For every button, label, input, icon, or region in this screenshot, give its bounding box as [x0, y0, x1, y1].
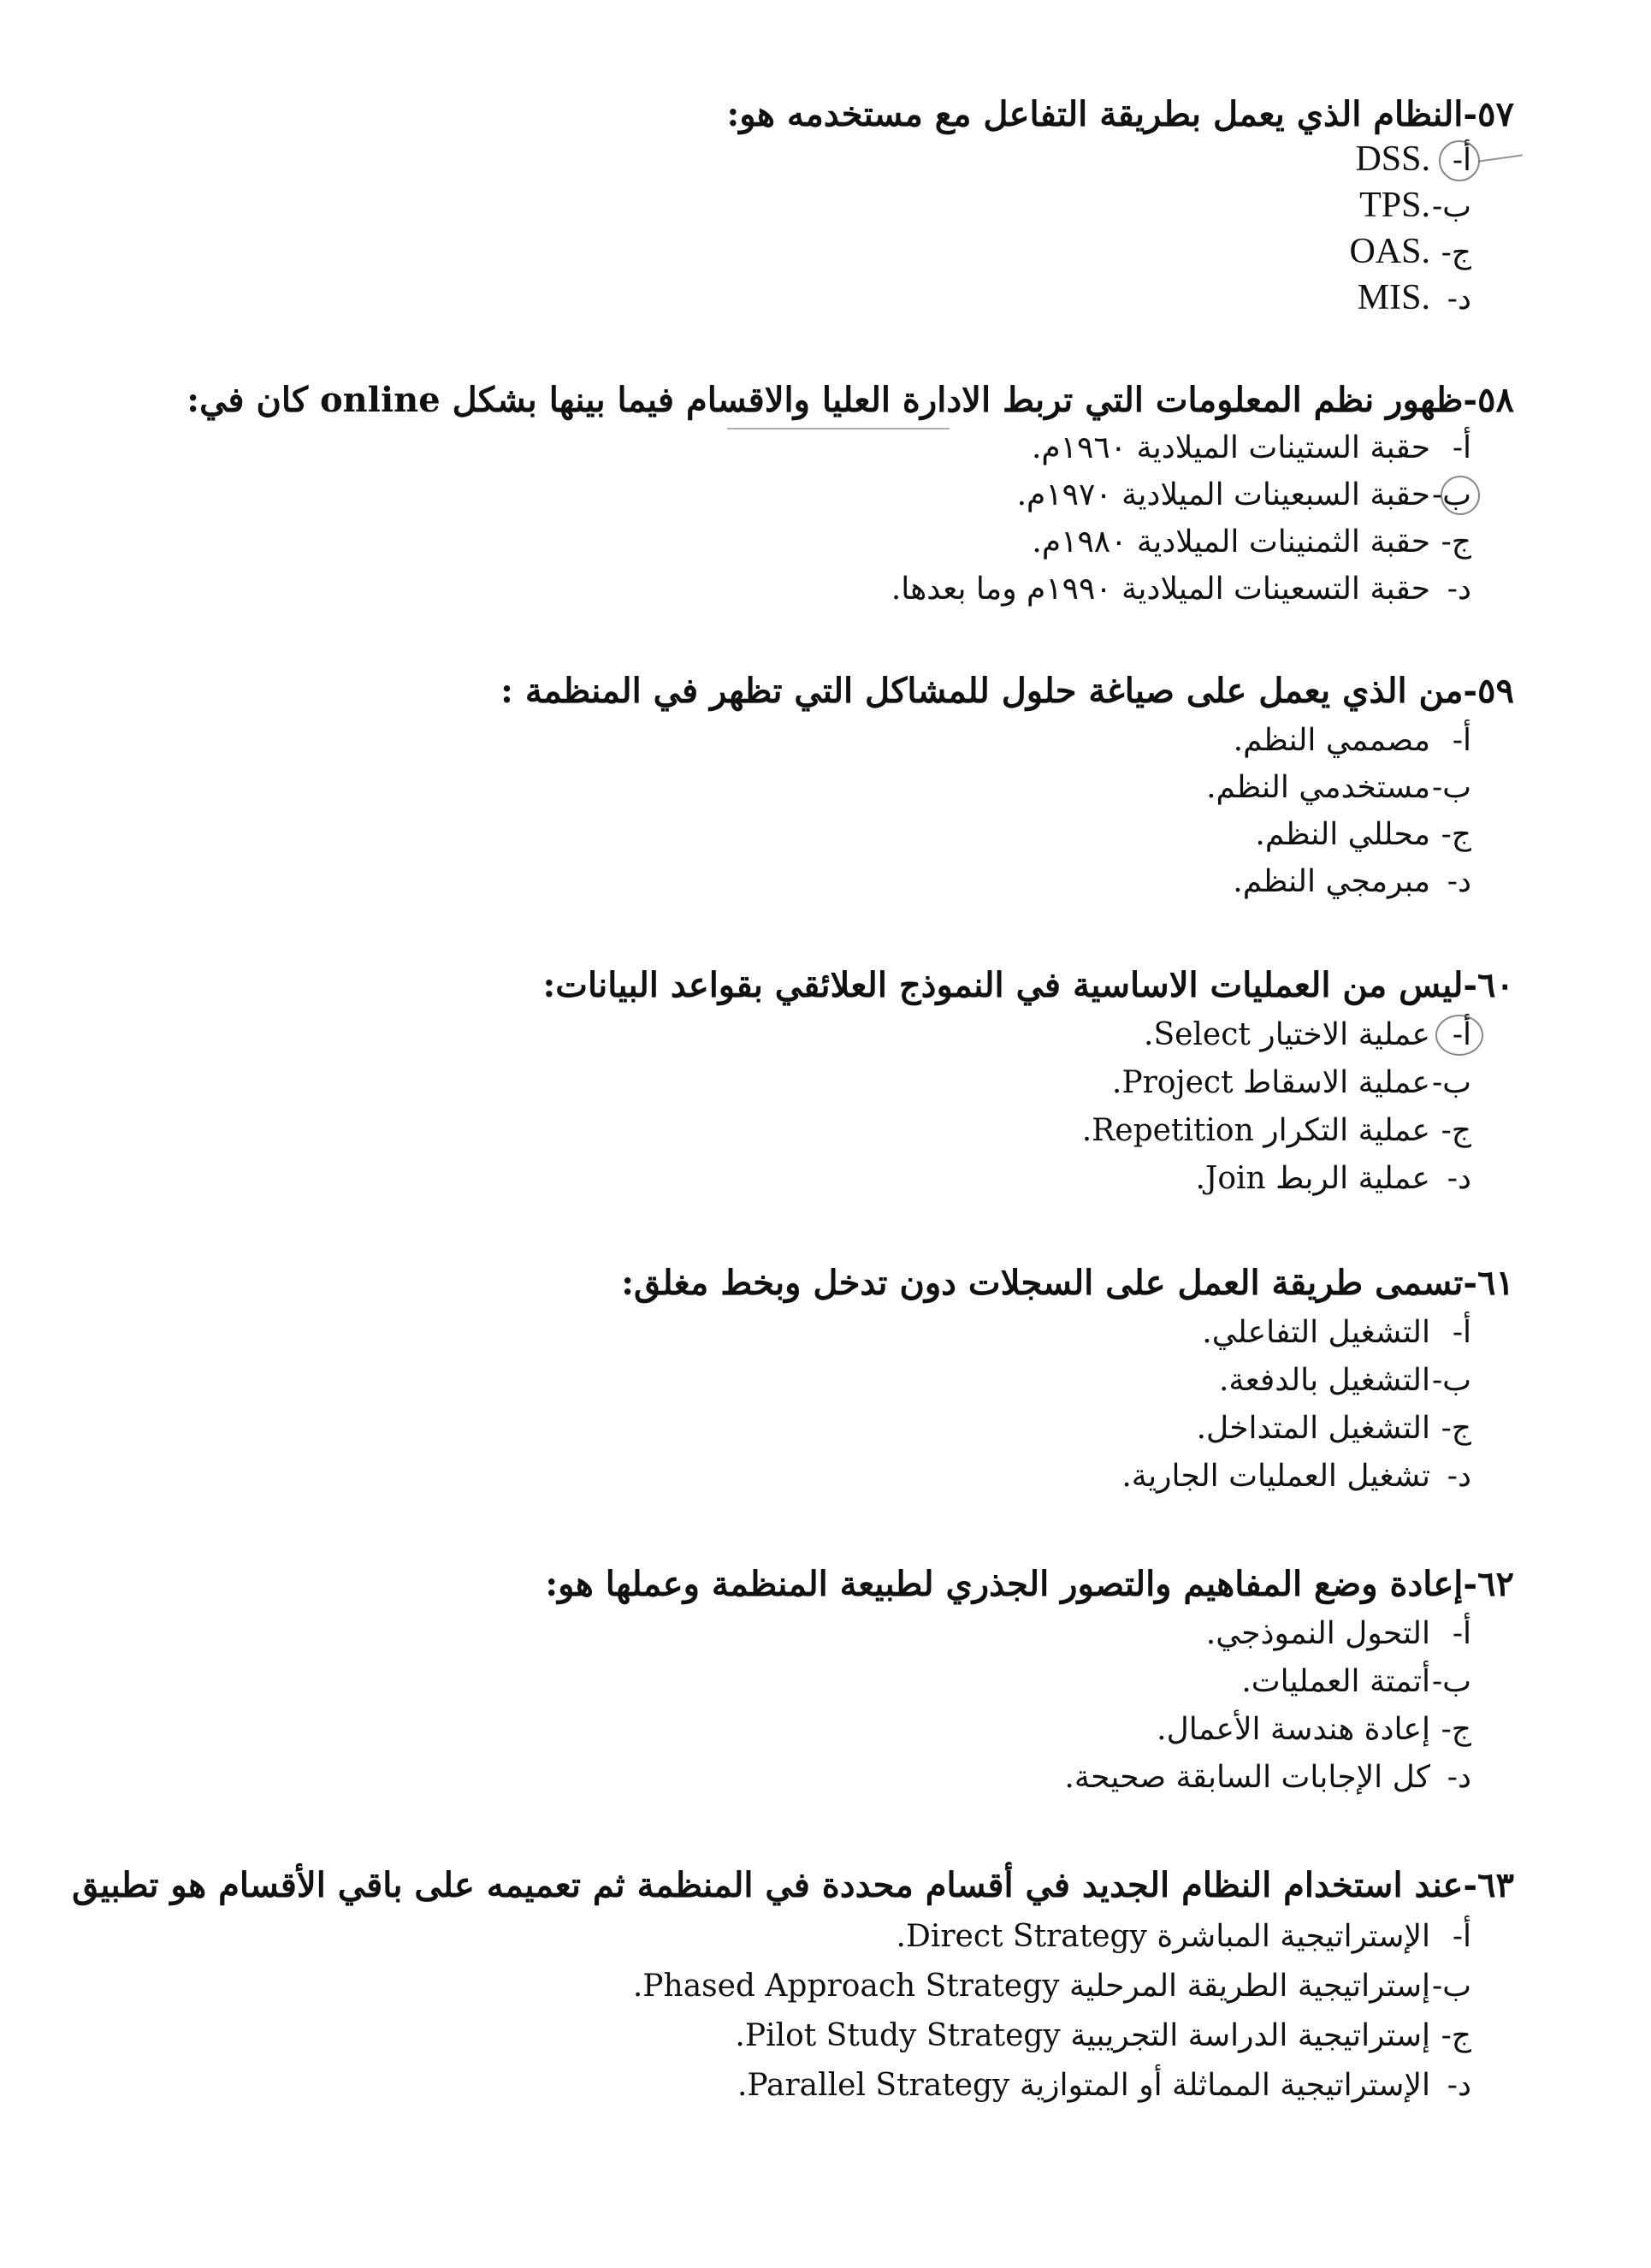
pen-stroke-mark: [1478, 154, 1523, 162]
pen-circle-mark: [1435, 1015, 1483, 1056]
option-text: عملية الاختيار Select.: [1143, 1017, 1430, 1052]
option-text: أتمتة العمليات.: [1241, 1664, 1430, 1699]
option-letter: ب-: [1431, 1065, 1471, 1100]
option-letter: ج-: [1441, 524, 1471, 560]
option-b: [1241, 1661, 1471, 1702]
option-letter: أ-: [1452, 1315, 1471, 1350]
option-c: [1255, 814, 1471, 856]
option-letter: د-: [1447, 1161, 1471, 1196]
option-a: [1032, 428, 1471, 469]
option-letter: أ-: [1452, 723, 1471, 758]
option-letter: أ-: [1452, 1017, 1471, 1052]
option-b: [1219, 1360, 1471, 1401]
option-d: [1233, 862, 1471, 903]
option-letter: أ-: [1452, 430, 1471, 465]
option-d: [1064, 1757, 1471, 1798]
question-text: تسمى طريقة العمل على السجلات دون تدخل وبخط مغلق:: [621, 1263, 1464, 1303]
option-d: [891, 569, 1471, 610]
option-b: [1112, 1063, 1471, 1104]
option-letter: أ-: [1452, 143, 1471, 178]
option-c: [1349, 231, 1471, 274]
question-number: ٥٩: [1477, 671, 1514, 711]
option-text: إستراتيجية الطريقة المرحلية Phased Approach Strategy.: [632, 1969, 1430, 2004]
option-d: [1121, 1456, 1471, 1497]
option-letter: د-: [1447, 2068, 1471, 2103]
question-text: إعادة وضع المفاهيم والتصور الجذري لطبيعة المنظمة وعملها هو:: [545, 1564, 1464, 1604]
question-number: ٦٠: [1477, 965, 1514, 1005]
option-text: التشغيل التفاعلي.: [1202, 1315, 1430, 1350]
option-a: [1202, 1312, 1471, 1353]
option-text: الإستراتيجية المماثلة أو المتوازية Parallel Strategy.: [737, 2068, 1430, 2103]
option-text: .OAS: [1349, 232, 1430, 271]
option-letter: ب-: [1431, 1969, 1471, 2004]
option-text: .MIS: [1357, 278, 1430, 317]
question-text: عند استخدام النظام الجديد في أقسام محددة في المنظمة ثم تعميمه على باقي الأقسام هو تطبيق: [72, 1865, 1464, 1905]
option-text: كل الإجابات السابقة صحيحة.: [1064, 1760, 1430, 1795]
option-text: التشغيل بالدفعة.: [1218, 1363, 1430, 1398]
option-d: [1195, 1158, 1471, 1199]
option-c: [1157, 1709, 1471, 1750]
option-c: [1032, 522, 1471, 563]
option-a: [897, 1916, 1471, 1957]
option-text: عملية الاسقاط Project.: [1111, 1065, 1430, 1100]
question-number: ٦١: [1477, 1263, 1514, 1303]
question-number: ٦٢: [1477, 1564, 1514, 1604]
option-letter: ج-: [1441, 1411, 1471, 1446]
question-number: ٥٨: [1477, 380, 1514, 420]
question-text: من الذي يعمل على صياغة حلول للمشاكل التي تظهر في المنظمة :: [500, 671, 1464, 711]
option-letter: أ-: [1452, 1919, 1471, 1954]
option-text: عملية الربط Join.: [1195, 1161, 1430, 1196]
option-text: الإستراتيجية المباشرة Direct Strategy.: [896, 1919, 1430, 1954]
option-letter: د-: [1447, 571, 1471, 607]
option-d: [1358, 277, 1471, 320]
option-b: [633, 1966, 1471, 2007]
option-letter: ب-: [1431, 1664, 1471, 1699]
question-text: ظهور نظم المعلومات التي تربط الادارة العليا والاقسام فيما بينها بشكل online كان في:: [186, 380, 1464, 420]
question-text: ليس من العمليات الاساسية في النموذج العلائقي بقواعد البيانات:: [542, 965, 1464, 1005]
pen-circle-mark: [1441, 476, 1480, 515]
question-stem: ٦٢-إعادة وضع المفاهيم والتصور الجذري لطبيعة المنظمة وعملها هو:: [545, 1564, 1514, 1604]
option-text: حقبة التسعينات الميلادية ١٩٩٠م وما بعدها.: [891, 571, 1430, 607]
option-letter: د-: [1447, 1459, 1471, 1494]
option-a: [1234, 720, 1471, 761]
option-text: مبرمجي النظم.: [1233, 864, 1430, 899]
question-stem: ٦٣-عند استخدام النظام الجديد في أقسام محددة في المنظمة ثم تعميمه على باقي الأقسام هو تطبيق: [72, 1865, 1514, 1905]
option-letter: ج-: [1441, 235, 1471, 270]
question-stem: ٥٨-ظهور نظم المعلومات التي تربط الادارة العليا والاقسام فيما بينها بشكل online كان في:: [186, 380, 1514, 420]
option-text: إعادة هندسة الأعمال.: [1157, 1712, 1430, 1747]
option-text: التحول النموذجي.: [1205, 1616, 1430, 1651]
option-letter: أ-: [1452, 1616, 1471, 1651]
question-stem: ٦١-تسمى طريقة العمل على السجلات دون تدخل وبخط مغلق:: [621, 1263, 1514, 1303]
pen-underline-mark: [727, 428, 950, 429]
option-letter: ب-: [1431, 770, 1471, 805]
option-letter: ج-: [1441, 1113, 1471, 1148]
option-text: التشغيل المتداخل.: [1196, 1411, 1430, 1446]
option-b: [1359, 185, 1471, 228]
option-text: حقبة السبعينات الميلادية ١٩٧٠م.: [1016, 477, 1430, 512]
option-letter: ج-: [1441, 1712, 1471, 1747]
pen-circle-mark: [1439, 140, 1480, 181]
option-text: مصممي النظم.: [1233, 723, 1430, 758]
option-letter: ب-: [1431, 477, 1471, 512]
option-b: [1206, 767, 1471, 808]
question-stem: ٥٩-من الذي يعمل على صياغة حلول للمشاكل التي تظهر في المنظمة :: [500, 671, 1514, 711]
option-a: [1206, 1614, 1471, 1655]
question-stem: ٦٠-ليس من العمليات الاساسية في النموذج العلائقي بقواعد البيانات:: [542, 965, 1514, 1005]
question-stem: ٥٧-النظام الذي يعمل بطريقة التفاعل مع مستخدمه هو:: [726, 94, 1514, 134]
question-number: ٦٣: [1477, 1865, 1514, 1905]
option-c: [1082, 1110, 1471, 1152]
option-text: إستراتيجية الدراسة التجريبية Pilot Study Strategy.: [735, 2018, 1430, 2053]
option-a: [1144, 1015, 1471, 1056]
option-letter: ج-: [1441, 817, 1471, 852]
option-c: [735, 2016, 1471, 2057]
option-text: .DSS: [1355, 139, 1430, 179]
option-text: حقبة الثمنينات الميلادية ١٩٨٠م.: [1032, 524, 1430, 560]
option-letter: د-: [1447, 1760, 1471, 1795]
option-text: مستخدمي النظم.: [1206, 770, 1430, 805]
question-number: ٥٧: [1477, 94, 1514, 134]
option-text: حقبة الستينات الميلادية ١٩٦٠م.: [1031, 430, 1430, 465]
option-letter: ج-: [1441, 2018, 1471, 2053]
option-letter: ب-: [1431, 189, 1471, 224]
question-text: النظام الذي يعمل بطريقة التفاعل مع مستخدمه هو:: [726, 94, 1464, 134]
option-text: .TPS: [1359, 186, 1430, 225]
option-text: تشغيل العمليات الجارية.: [1121, 1459, 1430, 1494]
option-b: [1017, 475, 1471, 516]
option-d: [737, 2065, 1471, 2106]
option-letter: د-: [1447, 281, 1471, 317]
option-letter: ب-: [1431, 1363, 1471, 1398]
option-text: محللي النظم.: [1255, 817, 1430, 852]
option-text: عملية التكرار Repetition.: [1081, 1113, 1430, 1148]
option-letter: د-: [1447, 864, 1471, 899]
option-c: [1197, 1408, 1471, 1449]
